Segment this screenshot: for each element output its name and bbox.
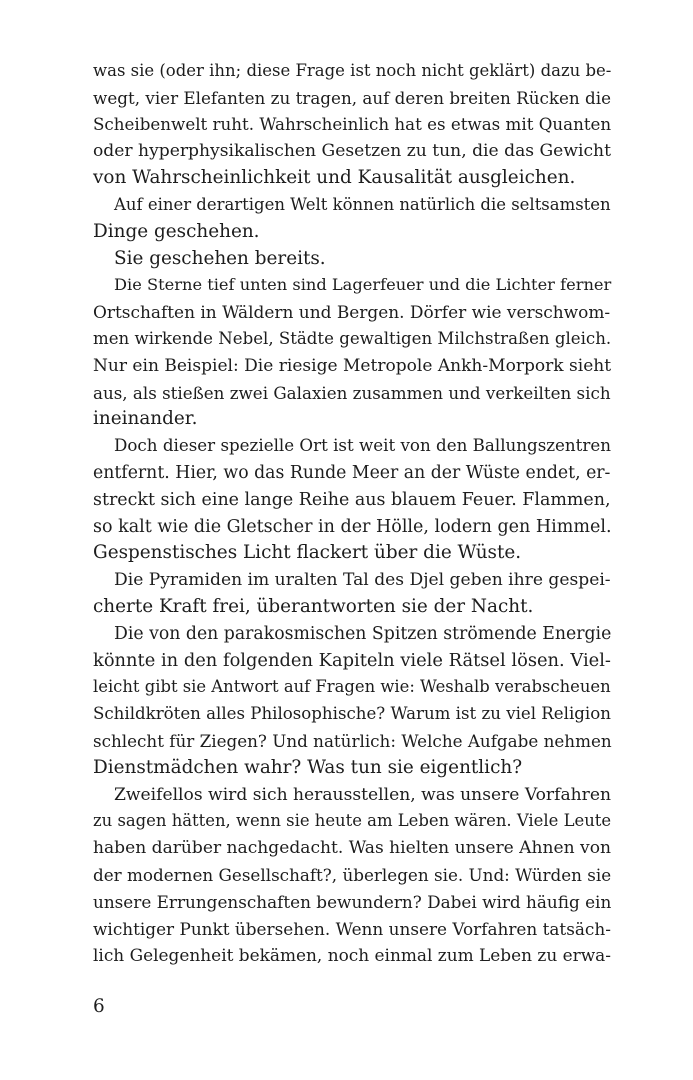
text-line: Nur ein Beispiel: Die riesige Metropole Ankh-Morpork sieht (93, 355, 612, 376)
text-line: der modernen Gesellschaft?, überlegen sie. Und: Würden sie (93, 864, 612, 885)
text-line: Schildkröten alles Philosophische? Warum ist zu viel Religion (93, 704, 611, 724)
text-line: lich Gelegenheit bekämen, noch einmal zum Leben zu erwa- (93, 945, 611, 966)
text-line: zu sagen hätten, wenn sie heute am Leben wären. Viele Leute (93, 811, 612, 831)
text-line: streckt sich eine lange Reihe aus blauem Feuer. Flammen, (93, 489, 611, 510)
text-line: Die Pyramiden im uralten Tal des Djel geben ihre gespei- (114, 570, 611, 591)
text-line: Sie geschehen bereits. (114, 247, 326, 269)
text-line: Scheibenwelt ruht. Wahrscheinlich hat es etwas mit Quanten (93, 114, 612, 134)
text-line: wichtiger Punkt übersehen. Wenn unsere Vorfahren tatsäch- (93, 918, 611, 939)
text-line: wegt, vier Elefanten zu tragen, auf deren breiten Rücken die (93, 87, 612, 108)
text-line: so kalt wie die Gletscher in der Hölle, lodern gen Himmel. (93, 516, 612, 537)
text-line: schlecht für Ziegen? Und natürlich: Welche Aufgabe nehmen (93, 730, 612, 751)
text-line: unsere Errungenschaften bewundern? Dabei wird häufig ein (93, 891, 612, 912)
text-line: Dinge geschehen. (93, 220, 260, 242)
text-line: könnte in den folgenden Kapiteln viele Rätsel lösen. Viel- (93, 649, 611, 671)
text-line: Die Sterne tief unten sind Lagerfeuer und die Lichter ferner (114, 275, 612, 295)
text-line: ineinander. (93, 408, 198, 430)
text-line: Dienstmädchen wahr? Was tun sie eigentlich? (93, 756, 523, 778)
text-line: entfernt. Hier, wo das Runde Meer an der Wüste endet, er- (93, 462, 611, 483)
text-line: oder hyperphysikalischen Gesetzen zu tun, die das Gewicht (93, 141, 611, 162)
page-number: 6 (93, 996, 105, 1017)
text-line: Gespenstisches Licht flackert über die Wüste. (93, 542, 522, 564)
text-line: leicht gibt sie Antwort auf Fragen wie: Weshalb verabscheuen (93, 677, 611, 697)
body-text (93, 58, 611, 969)
text-line: cherte Kraft frei, überantworten sie der Nacht. (93, 595, 534, 617)
text-line: Die von den parakosmischen Spitzen strömende Energie (114, 623, 612, 644)
text-line: haben darüber nachgedacht. Was hielten unsere Ahnen von (93, 838, 611, 859)
text-line: was sie (oder ihn; diese Frage ist noch nicht geklärt) dazu be- (93, 61, 612, 80)
text-line: Doch dieser spezielle Ort ist weit von den Ballungszentren (114, 436, 611, 456)
text-line: von Wahrscheinlichkeit und Kausalität ausgleichen. (93, 167, 576, 189)
text-line: men wirkende Nebel, Städte gewaltigen Milchstraßen gleich. (93, 328, 612, 348)
text-line: Zweifellos wird sich herausstellen, was unsere Vorfahren (114, 784, 611, 805)
text-line: Auf einer derartigen Welt können natürlich die seltsamsten (114, 194, 611, 214)
text-line: Ortschaften in Wäldern und Bergen. Dörfer wie verschwom- (93, 302, 611, 323)
text-line: aus, als stießen zwei Galaxien zusammen und verkeilten sich (93, 382, 611, 403)
